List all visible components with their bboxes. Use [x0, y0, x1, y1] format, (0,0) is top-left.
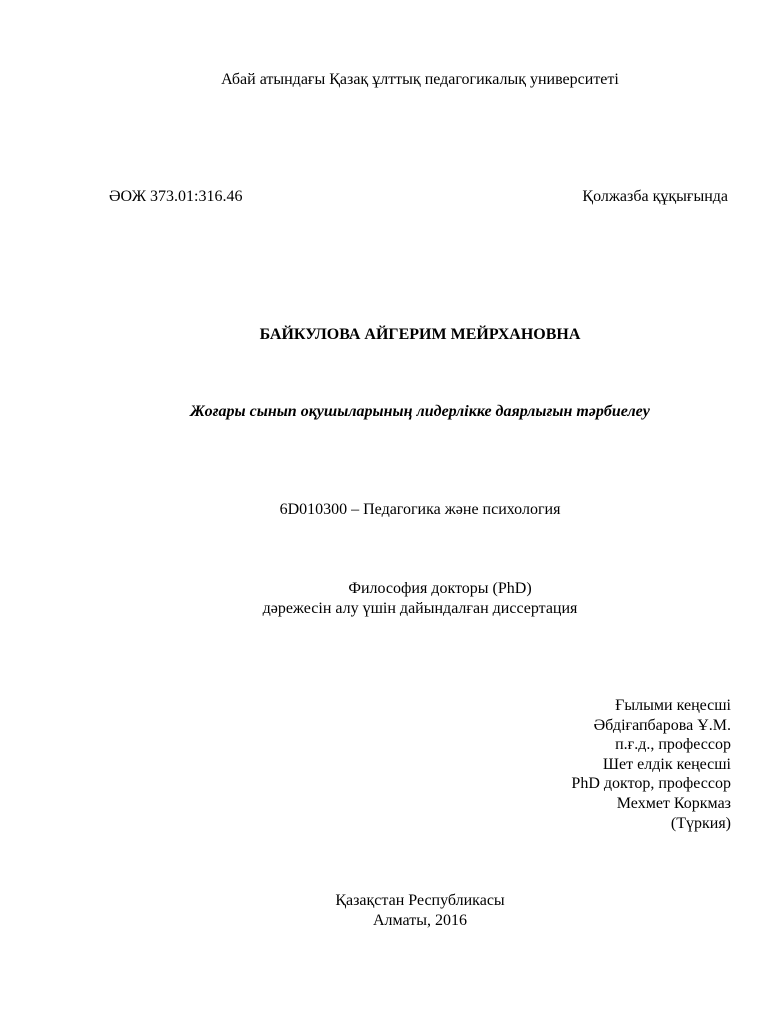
country: Қазақстан Республикасы: [335, 892, 505, 909]
university-name: Абай атындағы Қазақ ұлттық педагогикалық университеті: [221, 71, 619, 88]
city-year: Алматы, 2016: [373, 912, 467, 929]
degree-line-1: Философия докторы (PhD): [348, 580, 532, 597]
specialty-code: 6D010300 – Педагогика және психология: [279, 501, 561, 518]
scientific-advisor-title: п.ғ.д., профессор: [615, 736, 731, 754]
foreign-advisor-country: (Түркия): [670, 814, 731, 832]
advisors-block: [571, 696, 731, 833]
scientific-advisor-label: Ғылыми кеңесші: [615, 697, 731, 714]
udc-code: ӘОЖ 373.01:316.46: [109, 188, 243, 205]
degree-line-2: дәрежесін алу үшін дайындалған диссертация: [262, 600, 578, 617]
foreign-advisor-label: Шет елдік кеңесші: [602, 755, 731, 773]
foreign-advisor-name: Мехмет Коркмаз: [616, 794, 731, 812]
scientific-advisor-name: Әбдіғапбарова Ұ.М.: [593, 716, 731, 734]
foreign-advisor-title: PhD доктор, профессор: [571, 775, 731, 793]
author-name: БАЙКУЛОВА АЙГЕРИМ МЕЙРХАНОВНА: [259, 326, 581, 343]
dissertation-title: Жоғары сынып оқушыларының лидерлікке даярлығын тәрбиелеу: [190, 403, 650, 420]
manuscript-rights: Қолжазба құқығында: [582, 188, 728, 205]
